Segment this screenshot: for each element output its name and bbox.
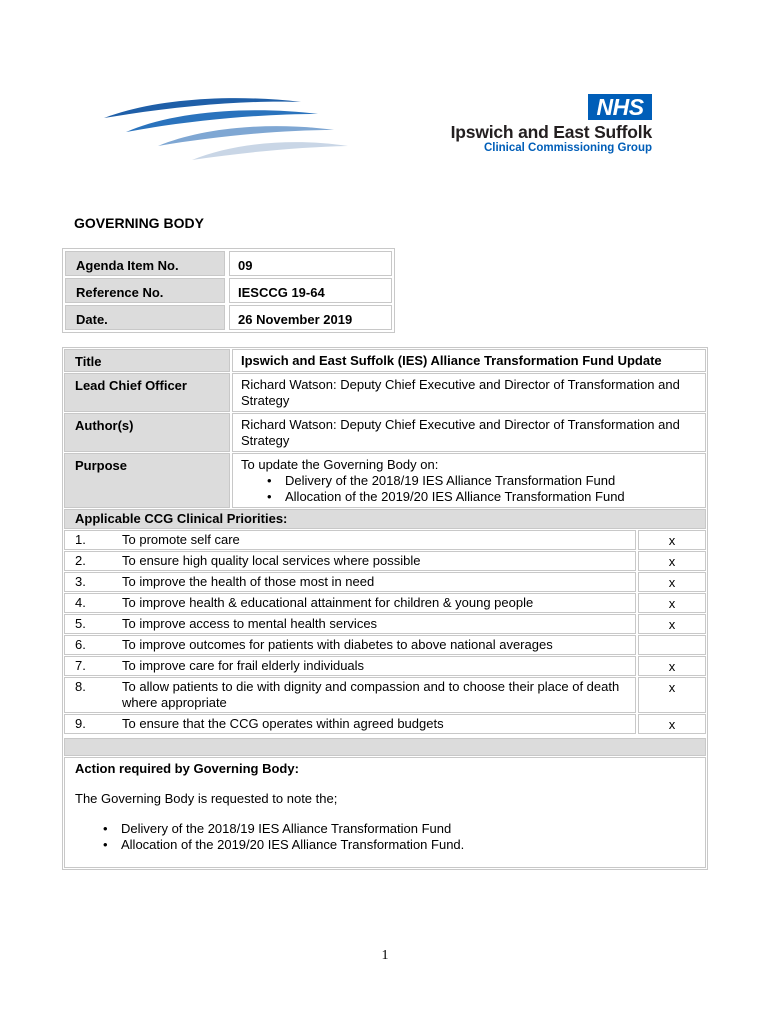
purpose-intro: To update the Governing Body on: (241, 457, 439, 472)
priority-row (64, 613, 706, 634)
priorities-heading: Applicable CCG Clinical Priorities: (64, 509, 706, 529)
priority-cell (64, 572, 636, 592)
purpose-label: Purpose (64, 453, 230, 508)
list-item: • Allocation of the 2019/20 IES Alliance Transformation Fund (285, 489, 699, 505)
purpose-row (63, 452, 707, 508)
priority-text: To ensure that the CCG operates within agreed budgets (122, 716, 444, 731)
org-subtitle: Clinical Commissioning Group (483, 142, 652, 154)
priority-cell (64, 614, 636, 634)
priority-number: 8. (75, 679, 86, 694)
priority-mark: x (638, 677, 706, 713)
priority-text: To improve outcomes for patients with diabetes to above national averages (122, 637, 553, 652)
priority-text: To improve access to mental health services (122, 616, 378, 631)
table-divider (64, 738, 706, 756)
title-row (63, 348, 707, 372)
priority-row (64, 592, 706, 613)
priority-row (64, 676, 706, 713)
priority-number: 5. (75, 616, 86, 631)
action-section (64, 757, 706, 868)
priority-number: 9. (75, 716, 86, 731)
agenda-item-value: 09 (229, 251, 392, 276)
priority-cell (64, 551, 636, 571)
title-value: Ipswich and East Suffolk (IES) Alliance Transformation Fund Update (232, 349, 706, 372)
list-item: • Delivery of the 2018/19 IES Alliance Transformation Fund (121, 821, 705, 837)
ccg-swoosh-logo (96, 92, 358, 172)
priority-row (64, 571, 706, 592)
priority-row (64, 529, 706, 550)
priority-number: 6. (75, 637, 86, 652)
priority-cell (64, 677, 636, 713)
priority-cell (64, 530, 636, 550)
agenda-item-label: Agenda Item No. (65, 251, 225, 276)
org-name: Ipswich and East Suffolk (450, 122, 652, 142)
priority-text: To ensure high quality local services where possible (122, 553, 421, 568)
priority-row (64, 655, 706, 676)
priority-mark (638, 635, 706, 655)
priority-number: 1. (75, 532, 86, 547)
lead-officer-value: Richard Watson: Deputy Chief Executive and Director of Transformation and Strategy (232, 373, 706, 412)
reference-value: IESCCG 19-64 (229, 278, 392, 303)
meta-row (65, 251, 392, 276)
priority-number: 3. (75, 574, 86, 589)
nhs-badge: NHS (588, 94, 652, 120)
priority-mark: x (638, 551, 706, 571)
priority-row (64, 550, 706, 571)
meta-row (65, 305, 392, 330)
priority-text: To allow patients to die with dignity and compassion and to choose their place of death where appropriate (122, 679, 620, 710)
priority-text: To improve the health of those most in need (122, 574, 375, 589)
list-item: • Delivery of the 2018/19 IES Alliance Transformation Fund (285, 473, 699, 489)
lead-officer-label: Lead Chief Officer (64, 373, 230, 412)
priority-number: 2. (75, 553, 86, 568)
meta-row (65, 278, 392, 303)
priority-row (64, 713, 706, 734)
author-row (63, 412, 707, 452)
priority-cell (64, 714, 636, 734)
priority-cell (64, 635, 636, 655)
priority-mark: x (638, 714, 706, 734)
page-number: 1 (381, 948, 389, 963)
priority-cell (64, 593, 636, 613)
reference-label: Reference No. (65, 278, 225, 303)
document-heading: GOVERNING BODY (74, 215, 204, 231)
author-label: Author(s) (64, 413, 230, 452)
priority-number: 4. (75, 595, 86, 610)
action-intro: The Governing Body is requested to note the; (75, 791, 338, 806)
action-list (75, 821, 705, 853)
purpose-list (241, 473, 699, 505)
main-table (62, 347, 708, 870)
priority-mark: x (638, 572, 706, 592)
action-title: Action required by Governing Body: (75, 761, 299, 776)
priority-cell (64, 656, 636, 676)
author-value: Richard Watson: Deputy Chief Executive and Director of Transformation and Strategy (232, 413, 706, 452)
meta-table (62, 248, 395, 333)
priority-text: To promote self care (122, 532, 240, 547)
priority-text: To improve care for frail elderly individuals (122, 658, 365, 673)
date-value: 26 November 2019 (229, 305, 392, 330)
priority-mark: x (638, 656, 706, 676)
priority-mark: x (638, 593, 706, 613)
priority-mark: x (638, 530, 706, 550)
lead-officer-row (63, 372, 707, 412)
title-label: Title (64, 349, 230, 372)
nhs-logo-block (430, 94, 652, 164)
purpose-value (232, 453, 706, 508)
priority-row (64, 634, 706, 655)
priority-text: To improve health & educational attainment for children & young people (122, 595, 534, 610)
date-label: Date. (65, 305, 225, 330)
list-item: • Allocation of the 2019/20 IES Alliance Transformation Fund. (121, 837, 705, 853)
priority-mark: x (638, 614, 706, 634)
priority-number: 7. (75, 658, 86, 673)
